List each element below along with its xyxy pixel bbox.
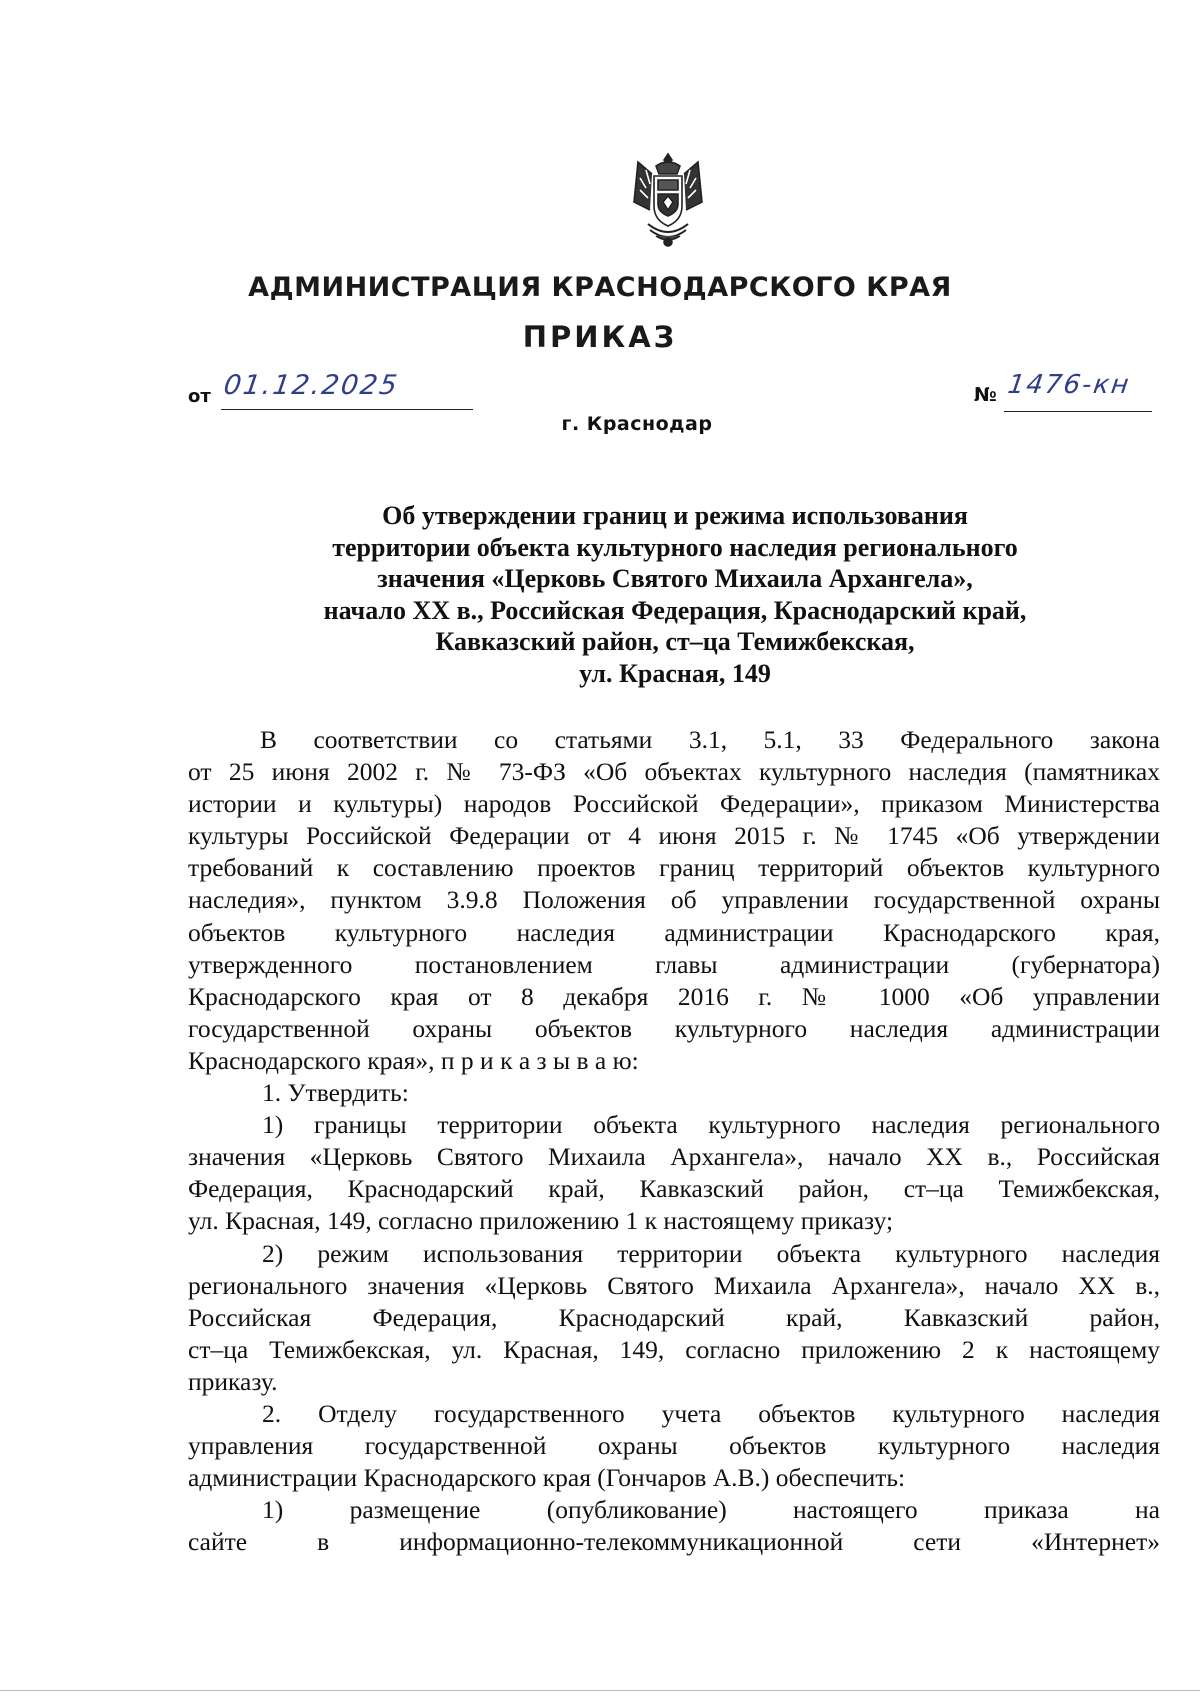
date-field <box>188 370 473 414</box>
title-line: начало XX в., Российская Федерация, Краснодарский край, <box>323 595 1027 625</box>
body-line: Краснодарского края от 8 декабря 2016 г. № 1000 «Об управлении <box>188 981 1160 1011</box>
body-line: культуры Российской Федерации от 4 июня 2015 г. № 1745 «Об утверждении <box>188 821 1160 851</box>
body-line: наследия», пунктом 3.9.8 Положения об управлении государственной охраны <box>188 885 1160 915</box>
body-line: от 25 июня 2002 г. № 73-ФЗ «Об объектах культурного наследия (памятниках <box>188 757 1160 787</box>
title-line: Кавказский район, ст–ца Темижбекская, <box>435 627 915 656</box>
body-line: 1. Утвердить: <box>262 1078 409 1108</box>
handwritten-number: 1476-кн <box>1005 370 1133 400</box>
body-line: значения «Церковь Святого Михаила Архангела», начало XX в., Российская <box>188 1142 1160 1172</box>
date-prefix: от <box>188 386 211 407</box>
organization-name: АДМИНИСТРАЦИЯ КРАСНОДАРСКОГО КРАЯ <box>248 272 952 303</box>
body-line: 2. Отделу государственного учета объектов культурного наследия <box>262 1398 1160 1428</box>
body-line: регионального значения «Церковь Святого Михаила Архангела», начало XX в., <box>188 1270 1160 1300</box>
body-line: Российская Федерация, Краснодарский край, Кавказский район, <box>188 1302 1160 1332</box>
city-name: г. Краснодар <box>561 413 713 435</box>
date-underline <box>221 409 473 410</box>
title-line: территории объекта культурного наследия регионального <box>332 532 1018 562</box>
body-line: приказу. <box>188 1366 278 1396</box>
body-line: утвержденного постановлением главы администрации (губернатора) <box>188 949 1160 979</box>
number-underline <box>1004 411 1152 412</box>
body-line: требований к составлению проектов границ территорий объектов культурного <box>188 853 1160 883</box>
body-line: государственной охраны объектов культурного наследия администрации <box>188 1013 1160 1043</box>
body-line: Федерация, Краснодарский край, Кавказский район, ст–ца Темижбекская, <box>188 1174 1160 1204</box>
body-line: Краснодарского края», п р и к а з ы в а ю: <box>188 1045 639 1075</box>
document-body <box>188 724 1160 1558</box>
body-line: сайте в информационно-телекоммуникационной сети «Интернет» <box>188 1527 1160 1557</box>
body-line: 2) режим использования территории объекта культурного наследия <box>262 1238 1160 1268</box>
body-line: В соответствии со статьями 3.1, 5.1, 33 Федерального закона <box>260 725 1160 754</box>
body-line: управления государственной охраны объектов культурного наследия <box>188 1431 1160 1461</box>
body-line: 1) границы территории объекта культурного наследия регионального <box>262 1110 1160 1140</box>
document-title <box>230 500 1120 689</box>
body-line: ст–ца Темижбекская, ул. Красная, 149, согласно приложению 2 к настоящему <box>188 1334 1160 1364</box>
handwritten-date: 01.12.2025 <box>221 370 401 401</box>
body-line: ул. Красная, 149, согласно приложению 1 к настоящему приказу; <box>188 1206 894 1236</box>
page-bottom-edge <box>0 1690 1200 1691</box>
body-line: 1) размещение (опубликование) настоящего приказа на <box>262 1495 1160 1525</box>
body-line: истории и культуры) народов Российской Федерации», приказом Министерства <box>188 789 1160 819</box>
number-field <box>974 370 1154 414</box>
coat-of-arms-icon <box>626 150 710 250</box>
body-line: администрации Краснодарского края (Гончаров А.В.) обеспечить: <box>188 1463 906 1493</box>
number-prefix: № <box>974 384 997 406</box>
title-line: значения «Церковь Святого Михаила Архангела», <box>377 564 973 593</box>
document-type: ПРИКАЗ <box>522 320 678 354</box>
title-line: Об утверждении границ и режима использования <box>382 501 968 530</box>
title-line: ул. Красная, 149 <box>579 658 771 688</box>
body-line: объектов культурного наследия администрации Краснодарского края, <box>188 917 1160 947</box>
